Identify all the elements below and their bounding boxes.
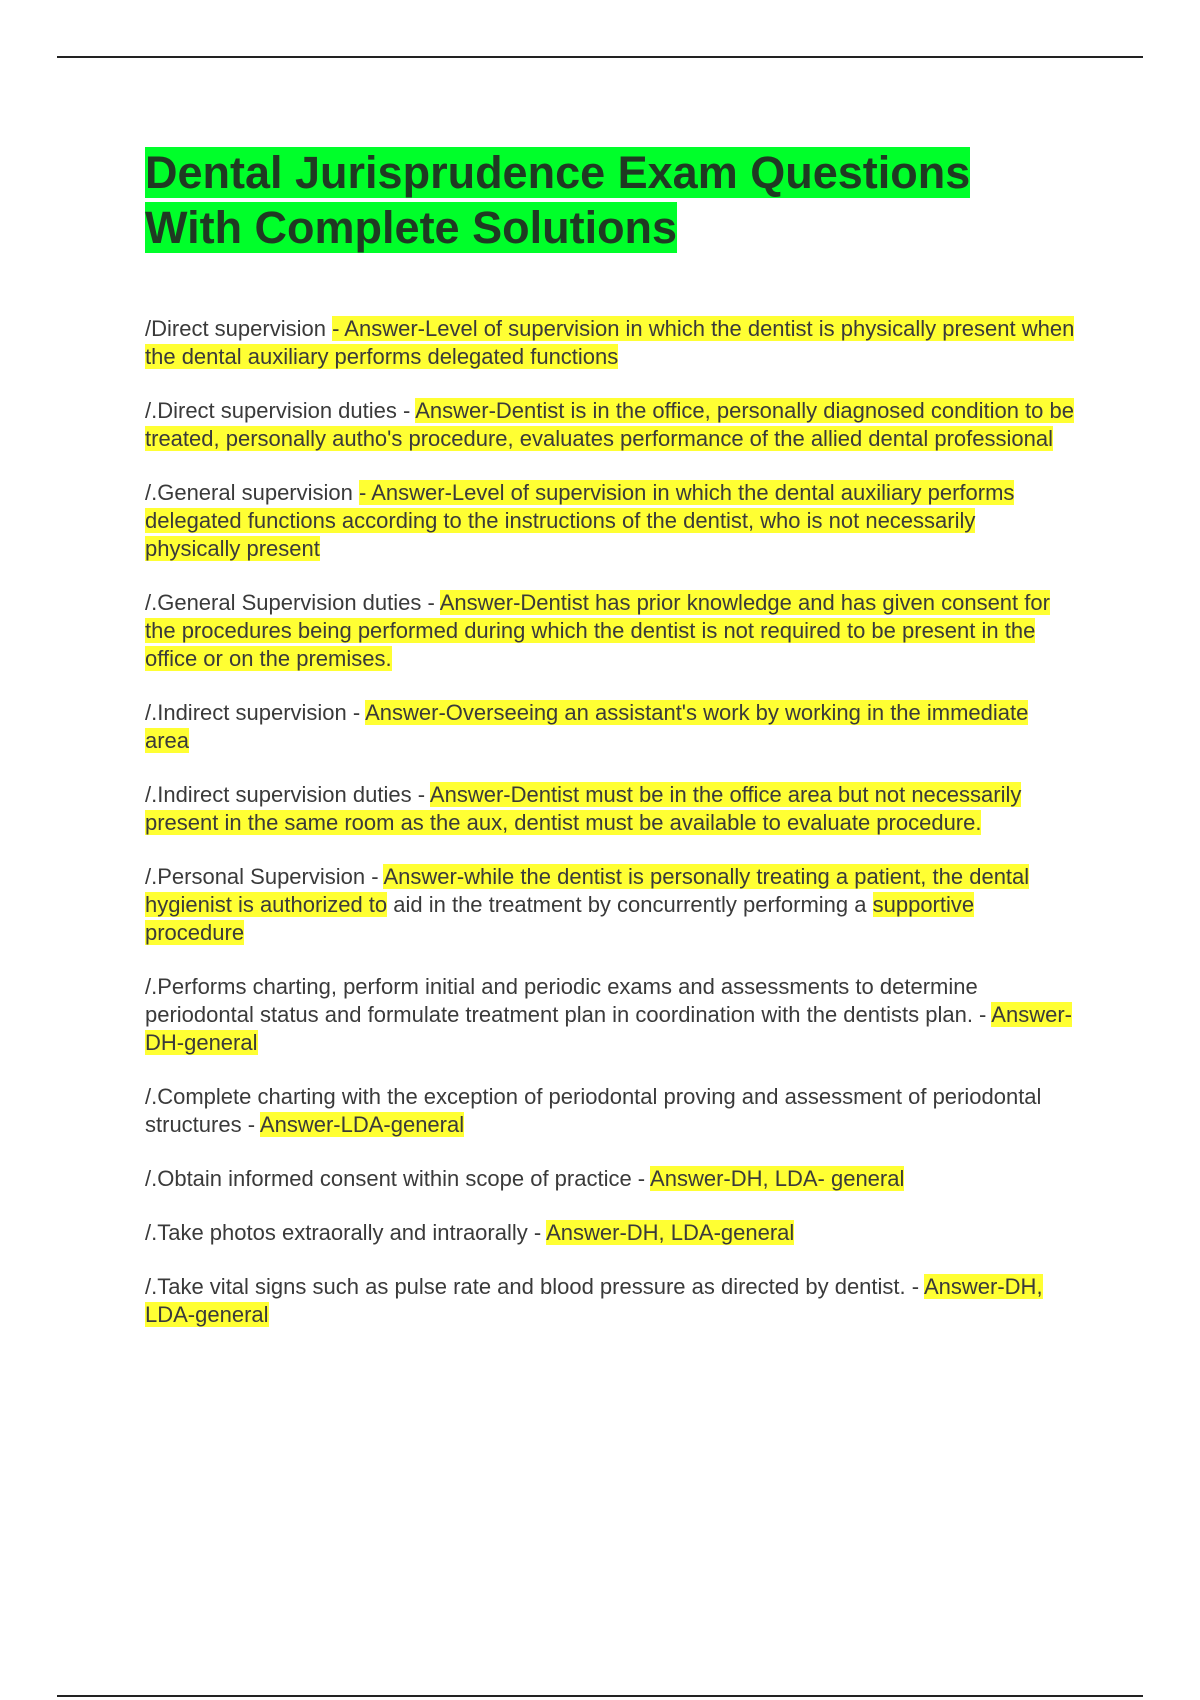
qa-item <box>145 315 1075 371</box>
answer-highlight: - Answer-Level of supervision in which the dental auxiliary performs delegated functions according to the instructions of the dentist, who is not necessarily physically present <box>145 480 1015 561</box>
answer-highlight: Answer-DH, LDA-general <box>145 1274 1043 1327</box>
answer-unhighlighted-text: aid in the treatment by concurrently performing a <box>387 892 873 917</box>
answer-highlight: Answer-DH, LDA-general <box>546 1220 795 1245</box>
question-text: /.Take photos extraorally and intraorally - <box>145 1220 547 1245</box>
answer-highlight: - Answer-Level of supervision in which the dentist is physically present when the dental auxiliary performs delegated functions <box>145 316 1075 369</box>
answer-highlight: Answer-Dentist has prior knowledge and has given consent for the procedures being performed during which the dentist is not required to be present in the office or on the premises. <box>145 590 1050 671</box>
document-title-text: Dental Jurisprudence Exam Questions With Complete Solutions <box>145 147 971 253</box>
question-text: /Direct supervision <box>145 316 333 341</box>
qa-item <box>145 1219 1075 1247</box>
question-text: /.Personal Supervision - <box>145 864 384 889</box>
answer-highlight: Answer-while the dentist is personally treating a patient, the dental hygienist is authorized to <box>145 864 1030 917</box>
question-text: /.Obtain informed consent within scope of practice - <box>145 1166 651 1191</box>
question-text: /.Direct supervision duties - <box>145 398 416 423</box>
document-body <box>145 145 1075 1355</box>
answer-highlight: Answer-Dentist must be in the office area but not necessarily present in the same room as the aux, dentist must be available to evaluate procedure. <box>145 782 1022 835</box>
answer-highlight: Answer-DH-general <box>145 1002 1072 1055</box>
answer-highlight: Answer-Overseeing an assistant's work by working in the immediate area <box>145 700 1029 753</box>
question-text: /.Complete charting with the exception of periodontal proving and assessment of periodontal structures - <box>145 1084 1042 1137</box>
question-text: /.Indirect supervision - <box>145 700 366 725</box>
qa-item <box>145 1165 1075 1193</box>
answer-highlight: supportive procedure <box>145 892 975 945</box>
question-text: /.Indirect supervision duties - <box>145 782 430 807</box>
qa-item <box>145 479 1075 563</box>
qa-item <box>145 1273 1075 1329</box>
document-title <box>145 145 1075 255</box>
question-text: /.General Supervision duties - <box>145 590 440 615</box>
qa-list <box>145 315 1075 1329</box>
answer-highlight: Answer-DH, LDA- general <box>650 1166 905 1191</box>
answer-highlight: Answer-LDA-general <box>259 1112 465 1137</box>
answer-highlight: Answer-Dentist is in the office, personally diagnosed condition to be treated, personally autho's procedure, evaluates performance of the allied dental professional <box>145 398 1074 451</box>
question-text: /.General supervision <box>145 480 359 505</box>
question-text: /.Take vital signs such as pulse rate and blood pressure as directed by dentist. - <box>145 1274 924 1299</box>
qa-item <box>145 699 1075 755</box>
bottom-rule <box>57 1695 1143 1697</box>
question-text: /.Performs charting, perform initial and periodic exams and assessments to determine periodontal status and formulate treatment plan in coordination with the dentists plan. - <box>145 974 992 1027</box>
qa-item <box>145 973 1075 1057</box>
qa-item <box>145 589 1075 673</box>
qa-item <box>145 863 1075 947</box>
top-rule <box>57 56 1143 58</box>
qa-item <box>145 397 1075 453</box>
qa-item <box>145 781 1075 837</box>
qa-item <box>145 1083 1075 1139</box>
